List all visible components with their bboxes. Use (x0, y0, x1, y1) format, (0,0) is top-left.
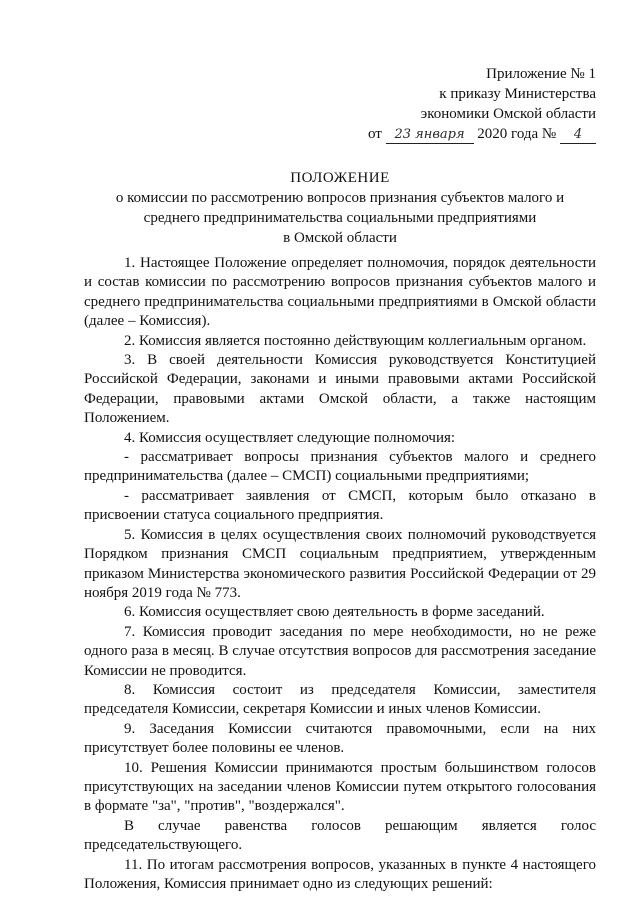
title-line-1: о комиссии по рассмотрению вопросов признания субъектов малого и (115, 190, 565, 206)
paragraph-10-tie: В случае равенства голосов решающим является голос председательствующего. (84, 817, 596, 854)
title-line-2: среднего предпринимательства социальными предприятиями (143, 210, 537, 226)
paragraph-4-item-2: - рассматривает заявления от СМСП, которым было отказано в присвоении статуса социального предприятия. (84, 487, 596, 524)
paragraph-2: 2. Комиссия является постоянно действующим коллегиальным органом. (124, 332, 587, 349)
paragraph-4-item-1: - рассматривает вопросы признания субъектов малого и среднего предпринимательства (далее – СМСП) социальными предприятиями; (84, 449, 596, 485)
order-date-line (368, 124, 596, 144)
order-reference: к приказу Министерства (439, 86, 596, 102)
paragraph-10: 10. Решения Комиссии принимаются простым большинством голосов присутствующих на заседании членов Комиссии путем открытого голосования в формате "за", "против", "воздержался". (84, 759, 596, 815)
paragraph-6: 6. Комиссия осуществляет свою деятельность в форме заседаний. (124, 604, 545, 621)
paragraph-5: 5. Комиссия в целях осуществления своих полномочий руководствуется Порядком признания СМСП социальным предприятием, утвержденным приказом Министерства экономического развития Российской Федерации от 29 ноября 2019 года № 773. (84, 526, 596, 601)
document-body (84, 254, 596, 894)
title-heading: ПОЛОЖЕНИЕ (290, 170, 390, 186)
handwritten-order-number: 4 (560, 127, 596, 144)
paragraph-4: 4. Комиссия осуществляет следующие полномочия: (124, 429, 456, 446)
appendix-number: Приложение № 1 (486, 66, 596, 82)
date-suffix: 2020 года № (477, 126, 557, 142)
date-prefix: от (367, 126, 382, 142)
appendix-header (368, 64, 596, 144)
paragraph-7: 7. Комиссия проводит заседания по мере необходимости, но не реже одного раза в месяц. В случае отсутствия вопросов для рассмотрения заседание Комиссии не проводится. (84, 623, 596, 679)
paragraph-1: 1. Настоящее Положение определяет полномочия, порядок деятельности и состав комиссии по рассмотрению вопросов признания субъектов малого и среднего предпринимательства социальными предприятиями в Омской области (далее – Комиссия). (84, 255, 596, 330)
ministry-name: экономики Омской области (420, 106, 596, 122)
paragraph-3: 3. В своей деятельности Комиссия руководствуется Конституцией Российской Федерации, законами и иными правовыми актами Российской Федерации, правовыми актами Омской области, а также настоящим Положением. (84, 352, 596, 427)
document-title (84, 168, 596, 248)
paragraph-8: 8. Комиссия состоит из председателя Комиссии, заместителя председателя Комиссии, секретаря Комиссии и иных членов Комиссии. (84, 681, 596, 718)
paragraph-11: 11. По итогам рассмотрения вопросов, указанных в пункте 4 настоящего Положения, Комиссия принимает одно из следующих решений: (84, 856, 596, 892)
title-line-3: в Омской области (283, 230, 397, 246)
paragraph-9: 9. Заседания Комиссии считаются правомочными, если на них присутствует более половины ее членов. (84, 720, 596, 757)
handwritten-date: 23 января (386, 127, 474, 144)
